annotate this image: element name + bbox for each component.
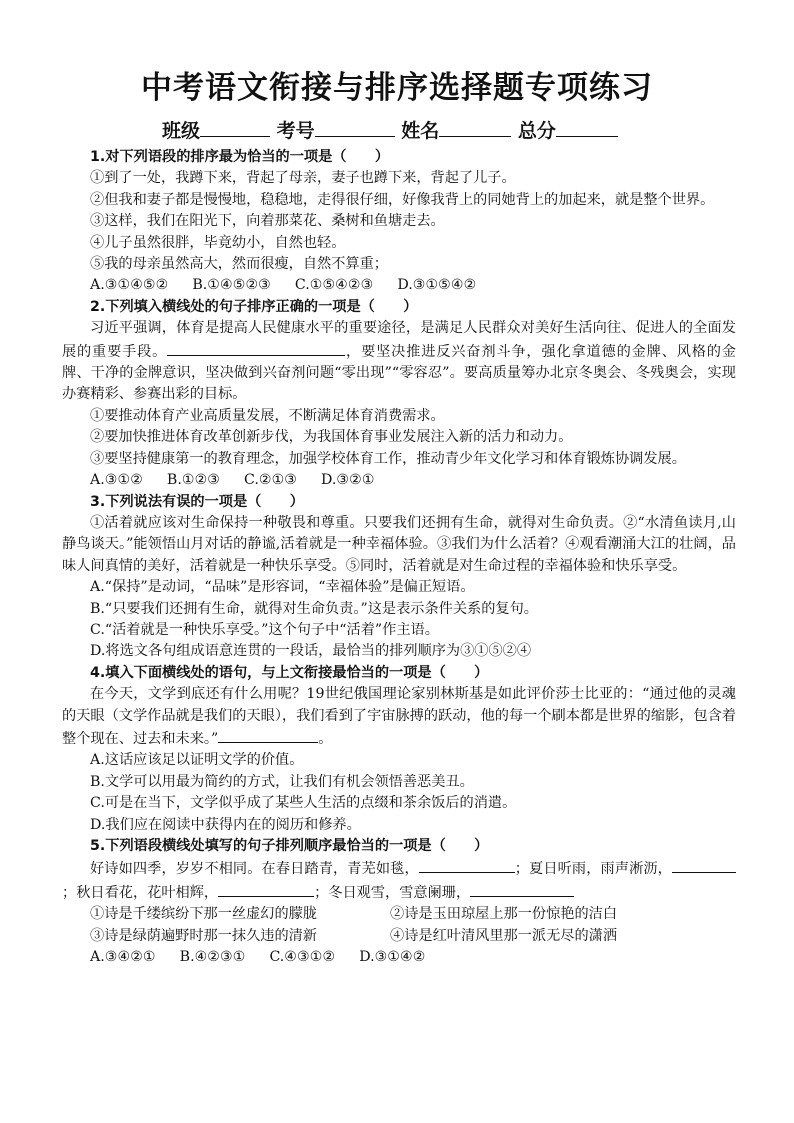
option[interactable]: A.“保持”是动词，“品味”是形容词，“幸福体验”是偏正短语。: [90, 579, 475, 596]
option[interactable]: A.这话应该足以证明文学的价值。: [90, 752, 304, 769]
exam-no-field[interactable]: [315, 118, 395, 137]
q2-passage: [62, 318, 736, 406]
question-2-stem: 2.下列填入横线处的句子排序正确的一项是（ ）: [90, 298, 418, 315]
answer-blank[interactable]: [419, 857, 515, 873]
q2-sentence: ②要加快推进体育改革创新步伐，为我国体育事业发展注入新的活力和动力。: [90, 429, 573, 446]
question-4-stem: 4.填入下面横线处的语句，与上文衔接最恰当的一项是（ ）: [90, 664, 489, 681]
q2-options: [62, 470, 736, 491]
option[interactable]: B.①②③: [166, 472, 221, 489]
q2-sentence: ①要推动体育产业高质量发展，不断满足体育消费需求。: [90, 407, 445, 424]
q5-sentence: ①诗是千缕缤纷下那一丝虚幻的朦胧: [90, 906, 318, 923]
q4-passage-text: 在今天，文学到底还有什么用呢？19世纪俄国理论家别林斯基是如此评价莎士比亚的：“通过他的灵魂的天眼（文学作品就是我们的天眼），我们看到了宇宙脉搏的跃动，他的每一个刷本都是世界的缩影，包含着整个现在、过去和未来。”: [62, 686, 736, 747]
q5-passage-part: ；夏日听雨，雨声淅沥，: [514, 861, 672, 878]
exam-no-label: 考号: [276, 120, 315, 142]
q1-sentence: ①到了一处，我蹲下来，背起了母亲，妻子也蹲下来，背起了儿子。: [90, 170, 516, 187]
q1-sentence: ②但我和妻子都是慢慢地，稳稳地，走得很仔细，好像我背上的同她背上的加起来，就是整个世界。: [90, 191, 715, 208]
score-field[interactable]: [556, 118, 618, 137]
option[interactable]: A.③④②①: [90, 949, 156, 966]
option[interactable]: B.①④⑤②③: [192, 277, 271, 294]
q5-sentence-row: [62, 904, 736, 925]
answer-blank[interactable]: [218, 727, 318, 743]
option[interactable]: B.④②③①: [179, 949, 246, 966]
option[interactable]: D.③①⑤④②: [397, 277, 477, 294]
q2-passage-part: ，要坚决推进反兴奋剂斗争，强化拿道德的金牌、风格的金牌、干净的金牌意识，坚决做到兴奋剂问题“零出现”“零容忍”。要高质量筹办北京冬奥会、冬残奥会，实现办赛精彩、参赛出彩的目标。: [62, 343, 736, 403]
option[interactable]: D.③②①: [321, 472, 375, 489]
q5-passage: [62, 857, 736, 904]
option[interactable]: D.将选文各句组成语意连贯的一段话，最恰当的排列顺序为③①⑤②④: [90, 643, 532, 660]
option[interactable]: B.文学可以用最为简约的方式，让我们有机会领悟善恶美丑。: [90, 773, 474, 790]
option[interactable]: C.可是在当下，文学似乎成了某些人生活的点缀和茶余饭后的消遣。: [90, 795, 517, 812]
page-title: 中考语文衔接与排序选择题专项练习: [141, 70, 653, 106]
answer-blank[interactable]: [167, 340, 345, 356]
option[interactable]: D.③①④②: [359, 949, 426, 966]
option[interactable]: C.②①③: [244, 472, 298, 489]
option[interactable]: D.我们应在阅读中获得内在的阅历和修养。: [90, 816, 361, 833]
question-5-stem: 5.下列语段横线处填写的句子排列顺序最恰当的一项是（ ）: [90, 838, 489, 854]
class-label: 班级: [162, 120, 201, 142]
option[interactable]: C.④③①②: [269, 949, 336, 966]
q5-sentence: ②诗是玉田琼屋上那一份惊艳的洁白: [390, 906, 618, 923]
q1-options: [62, 275, 736, 296]
q4-passage-end: 。: [318, 730, 333, 747]
question-1-stem: 1.对下列语段的排序最为恰当的一项是（ ）: [90, 149, 390, 165]
option[interactable]: C.①⑤④②③: [294, 277, 374, 294]
q5-sentence: ④诗是红叶清风里那一派无尽的潇洒: [390, 927, 618, 944]
answer-blank[interactable]: [672, 857, 736, 873]
option[interactable]: A.③①②: [90, 472, 143, 489]
q5-passage-part: ；秋日看花，花叶相辉，: [62, 884, 219, 901]
q3-passage: ①活着就应该对生命保持一种敬畏和尊重。只要我们还拥有生命，就得对生命负责。②“水清鱼读月,山静鸟谈天。”能领悟山月对话的静谧,活着就是一种幸福体验。③我们为什么活着？④观看潮涌大江的壮阔，品味人间真情的美好，活着就是一种快乐享受。⑤同时，活着就是对生命过程的幸福体验和快乐享受。: [62, 514, 736, 574]
name-label: 姓名: [401, 120, 440, 142]
name-field[interactable]: [439, 118, 511, 137]
questions: [62, 147, 736, 968]
q5-passage-part: ；冬日观雪，雪意阑珊，: [314, 884, 471, 901]
option[interactable]: B.“只要我们还拥有生命，就得对生命负责。”这是表示条件关系的复句。: [90, 600, 538, 617]
q5-options: [62, 947, 736, 968]
q1-sentence: ④儿子虽然很胖，毕竟幼小，自然也轻。: [90, 234, 346, 251]
q1-sentence: ⑤我的母亲虽然高大，然而很瘦，自然不算重；: [90, 256, 388, 273]
answer-blank[interactable]: [470, 881, 574, 897]
q5-sentence: ③诗是绿荫遍野时那一抹久违的清新: [90, 927, 318, 944]
option[interactable]: A.③①④⑤②: [90, 277, 169, 294]
q4-passage: [62, 684, 736, 750]
q2-sentence: ③要坚持健康第一的教育理念，加强学校体育工作，推动青少年文化学习和体育锻炼协调发展。: [90, 450, 686, 467]
q1-sentence: ③这样，我们在阳光下，向着那菜花、桑树和鱼塘走去。: [90, 213, 445, 230]
q5-passage-part: 好诗如四季，岁岁不相同。在春日踏青，青芜如毯，: [90, 861, 419, 878]
answer-blank[interactable]: [218, 881, 314, 897]
score-label: 总分: [517, 120, 556, 142]
class-field[interactable]: [200, 118, 270, 137]
q2-passage-part: 习近平强调，体育是提高人民健康水平的重要途径，是满足人民群众对美好生活向往、促进人的全面发展的重要手段。: [62, 320, 736, 360]
student-info-line: [162, 116, 618, 143]
question-3-stem: 3.下列说法有误的一项是（ ）: [90, 493, 304, 510]
option[interactable]: C.“活着就是一种快乐享受。”这个句子中“活着”作主语。: [90, 621, 439, 638]
q5-sentence-row: [62, 926, 736, 947]
